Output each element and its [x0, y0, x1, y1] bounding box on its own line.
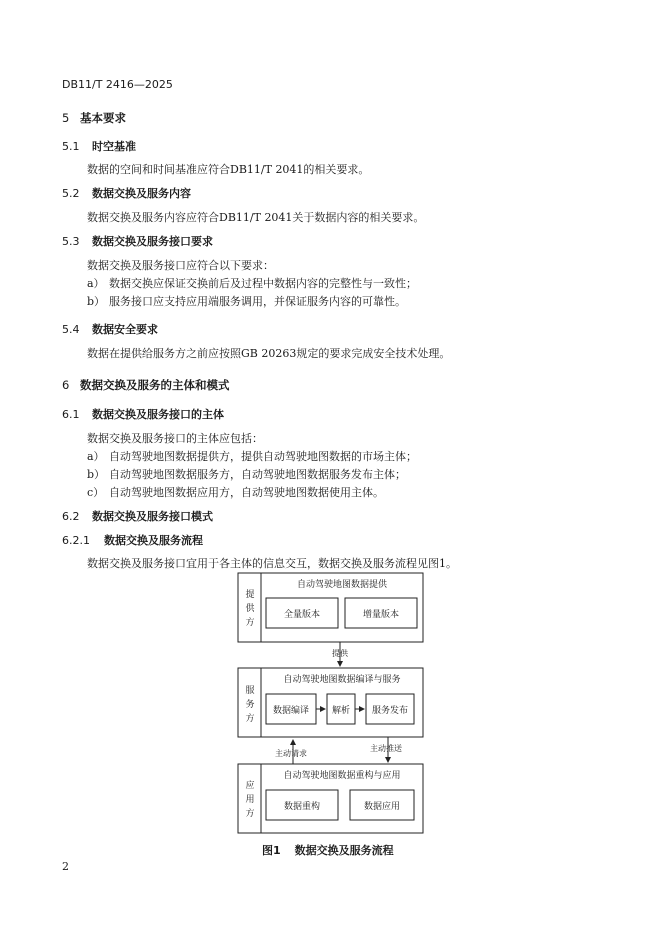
section-number: 5: [62, 111, 70, 125]
section-title: 数据交换及服务接口模式: [92, 510, 213, 523]
section-title: 数据安全要求: [92, 323, 158, 336]
push-label: 主动推送: [370, 744, 402, 753]
section-title: 数据交换及服务内容: [92, 187, 191, 200]
list-marker: b）: [87, 295, 106, 308]
list-text: 自动驾驶地图数据应用方，自动驾驶地图数据使用主体。: [109, 486, 384, 499]
side-char: 应: [245, 781, 255, 791]
section-number: 5.4: [62, 323, 80, 336]
provide-label: 提供: [332, 649, 348, 658]
publish-label: 服务发布: [371, 706, 408, 716]
provider-title: 自动驾驶地图数据提供: [296, 580, 387, 590]
section-title: 数据交换及服务接口要求: [92, 235, 213, 248]
section-title: 基本要求: [80, 111, 126, 125]
list-marker: a）: [87, 277, 105, 290]
side-char: 务: [245, 700, 255, 710]
list-text: 自动驾驶地图数据提供方，提供自动驾驶地图数据的市场主体；: [109, 450, 417, 463]
caption-number: 图1: [262, 844, 281, 857]
app-title: 自动驾驶地图数据重构与应用: [283, 771, 401, 781]
paragraph: 数据交换及服务内容应符合DB11/T 2041关于数据内容的相关要求。: [87, 211, 425, 224]
section-number: 6.2.1: [62, 534, 90, 547]
list-marker: b）: [87, 468, 106, 481]
incremental-version-label: 增量版本: [362, 610, 399, 620]
app-side-label: [244, 779, 256, 821]
paragraph: 数据交换及服务接口应符合以下要求：: [87, 259, 274, 272]
side-char: 供: [245, 604, 255, 614]
section-number: 6.2: [62, 510, 80, 523]
reconstruct-label: 数据重构: [283, 802, 320, 812]
service-title: 自动驾驶地图数据编译与服务: [283, 675, 401, 685]
service-side-label: [244, 684, 256, 726]
section-title: 时空基准: [92, 140, 136, 153]
paragraph: 数据的空间和时间基准应符合DB11/T 2041的相关要求。: [87, 163, 370, 176]
paragraph: 数据交换及服务接口宜用于各主体的信息交互，数据交换及服务流程见图1。: [87, 557, 457, 570]
side-char: 方: [245, 714, 255, 724]
section-number: 5.1: [62, 140, 80, 153]
document-id: DB11/T 2416—2025: [62, 78, 173, 91]
side-char: 方: [245, 809, 255, 819]
list-text: 数据交换应保证交换前后及过程中数据内容的完整性与一致性；: [109, 277, 417, 290]
section-number: 6: [62, 378, 70, 392]
section-title: 数据交换及服务的主体和模式: [80, 378, 230, 392]
page-number: 2: [62, 860, 69, 873]
list-marker: c）: [87, 486, 105, 499]
list-text: 服务接口应支持应用端服务调用，并保证服务内容的可靠性。: [109, 295, 406, 308]
list-marker: a）: [87, 450, 105, 463]
side-char: 方: [245, 618, 255, 628]
section-number: 5.2: [62, 187, 80, 200]
provider-side-label: [244, 588, 256, 630]
side-char: 用: [245, 795, 255, 805]
request-label: 主动请求: [275, 749, 307, 758]
section-number: 6.1: [62, 408, 80, 421]
side-char: 服: [245, 686, 255, 696]
paragraph: 数据交换及服务接口的主体应包括：: [87, 432, 263, 445]
paragraph: 数据在提供给服务方之前应按照GB 20263规定的要求完成安全技术处理。: [87, 347, 451, 360]
caption-title: 数据交换及服务流程: [294, 844, 394, 857]
section-number: 5.3: [62, 235, 80, 248]
app-label: 数据应用: [363, 802, 400, 812]
section-title: 数据交换及服务接口的主体: [92, 408, 224, 421]
list-text: 自动驾驶地图数据服务方，自动驾驶地图数据服务发布主体；: [109, 468, 406, 481]
side-char: 提: [245, 590, 255, 600]
compile-label: 数据编译: [272, 706, 309, 716]
full-version-label: 全量版本: [283, 610, 320, 620]
section-title: 数据交换及服务流程: [104, 534, 203, 547]
figure-caption: [262, 842, 394, 858]
parse-label: 解析: [331, 706, 350, 716]
